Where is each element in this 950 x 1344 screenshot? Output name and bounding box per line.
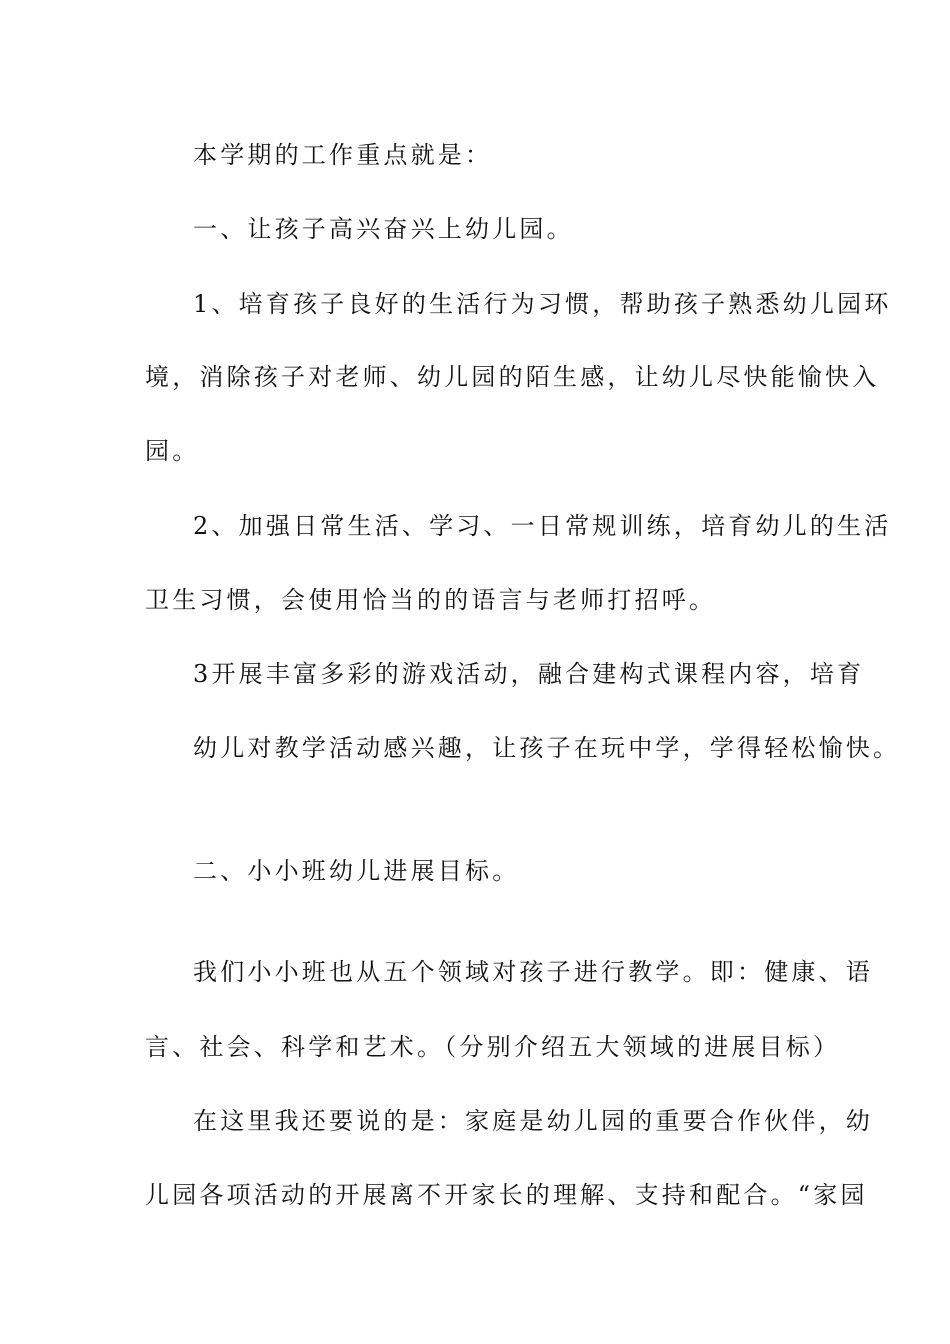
- text-line: 幼儿对教学活动感兴趣，让孩子在玩中学，学得轻松愉快。: [193, 734, 901, 762]
- text-line: 儿园各项活动的开展离不开家长的理解、支持和配合。“家园: [145, 1181, 868, 1209]
- text-line: 二、小小班幼儿进展目标。: [193, 857, 520, 885]
- text-line: 我们小小班也从五个领域对孩子进行教学。即：健康、语: [193, 958, 873, 986]
- text-line: 在这里我还要说的是：家庭是幼儿园的重要合作伙伴，幼: [193, 1107, 873, 1135]
- text-line: 1、培育孩子良好的生活行为习惯，帮助孩子熟悉幼儿园环: [193, 290, 892, 318]
- text-line: 2、加强日常生活、学习、一日常规训练，培育幼儿的生活: [193, 512, 892, 540]
- text-line: 卫生习惯，会使用恰当的的语言与老师打招呼。: [145, 586, 717, 614]
- text-line: 一、让孩子高兴奋兴上幼儿园。: [193, 215, 574, 243]
- text-line: 园。: [145, 437, 200, 465]
- text-line: 言、社会、科学和艺术。（分别介绍五大领域的进展目标）: [145, 1033, 841, 1061]
- text-line: 境，消除孩子对老师、幼儿园的陌生感，让幼儿尽快能愉快入: [145, 363, 880, 391]
- text-line: 3开展丰富多彩的游戏活动，融合建构式课程内容，培育: [193, 660, 865, 688]
- text-line: 本学期的工作重点就是：: [193, 141, 493, 169]
